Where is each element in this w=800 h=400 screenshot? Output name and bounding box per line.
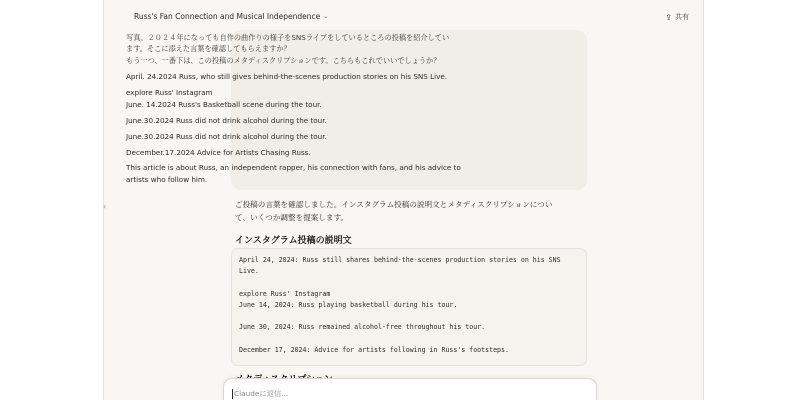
assistant-intro-line: ご投稿の言葉を確認しました。インスタグラム投稿の説明文とメタディスクリプションについ — [235, 200, 553, 209]
share-label: 共有 — [675, 13, 689, 21]
share-button[interactable] — [665, 12, 689, 22]
sidebar-toggle-icon[interactable]: ‹ — [103, 202, 107, 211]
user-message-line: もう一つ、一番下は、この投稿のメタディスクリプションです。こちらもこれでいいでしょうか？ — [126, 56, 441, 65]
user-message-line: This article is about Russ, an independent rapper, his connection with fans, and his advice to — [126, 163, 461, 172]
user-message-line: 写真、２０２４年になっても自作の曲作りの様子をSNSライブをしているところの投稿を紹介してい — [126, 33, 450, 42]
user-message-line: June. 14.2024 Russ's Basketball scene during the tour. — [126, 100, 322, 109]
user-message-line: artists who follow him. — [126, 175, 208, 184]
user-message-line: ます。そこに添えた言葉を確認してもらえますか？ — [126, 44, 291, 53]
text-caret — [232, 389, 233, 399]
user-message-line: June.30.2024 Russ did not drink alcohol during the tour. — [126, 116, 327, 125]
message-input[interactable] — [223, 378, 597, 400]
chevron-down-icon: ⌄ — [323, 13, 329, 20]
code-line: June 30, 2024: Russ remained alcohol-free throughout his tour. — [239, 323, 486, 331]
message-input-placeholder: Claudeに返信... — [234, 389, 289, 398]
code-line: April 24, 2024: Russ still shares behind-the-scenes production stories on his SNS — [239, 256, 561, 264]
conversation-title-menu[interactable] — [134, 12, 328, 21]
code-line: June 14, 2024: Russ playing basketball during his tour. — [239, 301, 458, 309]
user-message-line: December.17.2024 Advice for Artists Chasing Russ. — [126, 148, 311, 157]
share-icon: ⇪ — [665, 12, 672, 22]
code-line: Live. — [239, 267, 259, 275]
user-message-line: April. 24.2024 Russ, who still gives behind-the-scenes production stories on his SNS Live. — [126, 72, 448, 81]
user-message-line: explore Russ' Instagram — [126, 88, 213, 97]
conversation-title: Russ's Fan Connection and Musical Independence — [134, 12, 321, 21]
instagram-caption-heading: インスタグラム投稿の説明文 — [235, 236, 352, 246]
chat-app-window — [103, 0, 704, 400]
code-line: December 17, 2024: Advice for artists following in Russ's footsteps. — [239, 346, 509, 354]
assistant-intro-line: て、いくつか調整を提案します。 — [235, 213, 349, 222]
user-message-line: June.30.2024 Russ did not drink alcohol during the tour. — [126, 132, 327, 141]
code-line: explore Russ' Instagram — [239, 290, 331, 298]
